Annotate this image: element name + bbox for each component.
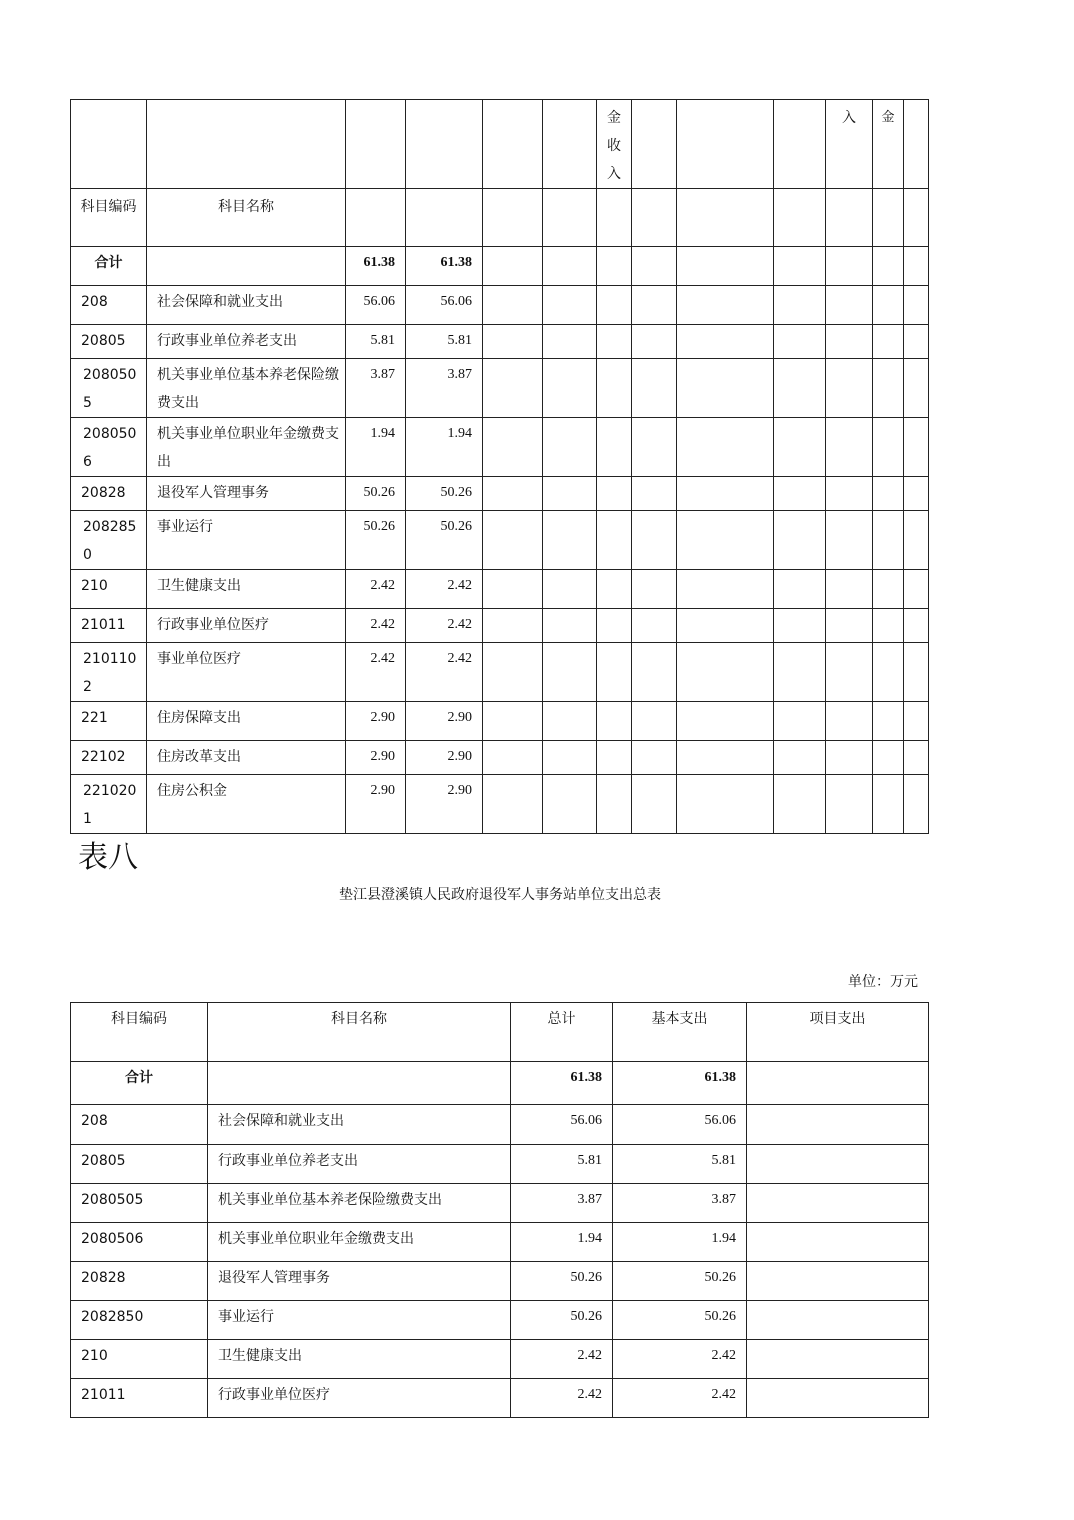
row-code: 2082850	[71, 1301, 208, 1340]
table-row	[71, 775, 929, 834]
empty-cell	[483, 609, 543, 643]
header-row	[71, 189, 929, 247]
empty-cell	[483, 247, 543, 286]
empty-cell	[826, 477, 873, 511]
row-value-total: 3.87	[511, 1184, 613, 1223]
empty-cell	[543, 775, 597, 834]
empty-cell	[826, 286, 873, 325]
empty-cell	[677, 477, 774, 511]
empty-cell	[904, 418, 929, 477]
empty-cell	[826, 511, 873, 570]
empty-cell	[774, 741, 826, 775]
empty-cell	[483, 511, 543, 570]
table-row	[71, 1340, 929, 1379]
empty-cell	[873, 702, 904, 741]
empty-cell	[483, 570, 543, 609]
row-value-total: 3.87	[346, 359, 406, 418]
row-value-project	[747, 1062, 929, 1105]
row-value-project	[747, 1262, 929, 1301]
row-name	[208, 1062, 511, 1105]
empty-cell	[904, 477, 929, 511]
empty-cell	[632, 702, 677, 741]
row-value-basic: 2.42	[613, 1379, 747, 1418]
empty-cell	[774, 418, 826, 477]
empty-cell	[873, 247, 904, 286]
empty-cell	[873, 286, 904, 325]
empty-cell	[543, 286, 597, 325]
empty-cell	[904, 247, 929, 286]
empty-cell	[826, 775, 873, 834]
empty-cell	[873, 511, 904, 570]
header-project: 项目支出	[747, 1003, 929, 1062]
empty-cell	[904, 511, 929, 570]
empty-cell	[543, 418, 597, 477]
row-code: 2080505	[71, 359, 147, 418]
row-code: 20828	[71, 1262, 208, 1301]
unit-label: 单位：万元	[848, 974, 918, 990]
report-subtitle: 垫江县澄溪镇人民政府退役军人事务站单位支出总表	[339, 887, 661, 903]
header-code: 科目编码	[71, 1003, 208, 1062]
table-row	[71, 511, 929, 570]
row-value-total: 2.42	[346, 570, 406, 609]
empty-cell	[873, 741, 904, 775]
header-fragment-row	[71, 100, 929, 189]
empty-cell	[873, 325, 904, 359]
row-code: 20805	[71, 325, 147, 359]
table-row	[71, 418, 929, 477]
row-code: 2210201	[71, 775, 147, 834]
empty-cell	[483, 325, 543, 359]
row-value-basic: 61.38	[613, 1062, 747, 1105]
row-name: 机关事业单位职业年金缴费支出	[147, 418, 346, 477]
table-row	[71, 570, 929, 609]
row-value-fiscal: 56.06	[406, 286, 483, 325]
row-value-total: 2.42	[346, 609, 406, 643]
empty-cell	[597, 643, 632, 702]
row-name: 事业单位医疗	[147, 643, 346, 702]
row-name	[147, 247, 346, 286]
empty-cell	[677, 775, 774, 834]
row-name: 行政事业单位养老支出	[147, 325, 346, 359]
empty-cell	[543, 643, 597, 702]
empty-cell	[774, 359, 826, 418]
row-name: 机关事业单位基本养老保险缴费支出	[208, 1184, 511, 1223]
empty-cell	[826, 741, 873, 775]
row-code: 20828	[71, 477, 147, 511]
row-code: 210	[71, 570, 147, 609]
empty-cell	[543, 325, 597, 359]
empty-cell	[597, 511, 632, 570]
table-row	[71, 1379, 929, 1418]
empty-cell	[543, 702, 597, 741]
empty-cell	[632, 477, 677, 511]
empty-cell	[597, 609, 632, 643]
empty-cell	[597, 247, 632, 286]
empty-cell	[632, 247, 677, 286]
empty-cell	[483, 477, 543, 511]
row-value-basic: 5.81	[613, 1145, 747, 1184]
empty-cell	[826, 570, 873, 609]
empty-cell	[677, 643, 774, 702]
row-value-project	[747, 1340, 929, 1379]
empty-cell	[543, 359, 597, 418]
empty-cell	[904, 286, 929, 325]
row-code: 2080506	[71, 1223, 208, 1262]
row-value-project	[747, 1184, 929, 1223]
empty-cell	[597, 418, 632, 477]
empty-cell	[597, 477, 632, 511]
row-code: 合计	[71, 1062, 208, 1105]
row-name: 行政事业单位医疗	[208, 1379, 511, 1418]
row-name: 卫生健康支出	[147, 570, 346, 609]
row-name: 住房改革支出	[147, 741, 346, 775]
row-value-fiscal: 50.26	[406, 477, 483, 511]
empty-cell	[543, 570, 597, 609]
row-value-basic: 50.26	[613, 1301, 747, 1340]
empty-cell	[873, 418, 904, 477]
empty-cell	[483, 286, 543, 325]
row-value-project	[747, 1105, 929, 1145]
empty-cell	[483, 775, 543, 834]
row-value-total: 2.90	[346, 741, 406, 775]
row-value-project	[747, 1379, 929, 1418]
row-value-total: 50.26	[511, 1301, 613, 1340]
empty-cell	[632, 609, 677, 643]
row-name: 行政事业单位医疗	[147, 609, 346, 643]
empty-cell	[873, 775, 904, 834]
row-code: 21011	[71, 1379, 208, 1418]
row-code: 210	[71, 1340, 208, 1379]
empty-cell	[826, 643, 873, 702]
empty-cell	[677, 741, 774, 775]
empty-cell	[483, 741, 543, 775]
row-value-total: 2.90	[346, 702, 406, 741]
empty-cell	[597, 741, 632, 775]
empty-cell	[632, 359, 677, 418]
empty-cell	[873, 643, 904, 702]
table-row	[71, 609, 929, 643]
table-row	[71, 1062, 929, 1105]
row-code: 2080505	[71, 1184, 208, 1223]
empty-cell	[826, 609, 873, 643]
row-code: 合计	[71, 247, 147, 286]
row-name: 退役军人管理事务	[147, 477, 346, 511]
row-name: 住房公积金	[147, 775, 346, 834]
empty-cell	[632, 570, 677, 609]
empty-cell	[632, 741, 677, 775]
empty-cell	[597, 570, 632, 609]
row-value-basic: 1.94	[613, 1223, 747, 1262]
empty-cell	[483, 643, 543, 702]
row-code: 21011	[71, 609, 147, 643]
row-code: 208	[71, 286, 147, 325]
table-label: 表八	[78, 840, 138, 875]
row-value-fiscal: 2.90	[406, 702, 483, 741]
header-basic: 基本支出	[613, 1003, 747, 1062]
empty-cell	[543, 477, 597, 511]
header-name: 科目名称	[147, 189, 346, 247]
empty-cell	[677, 702, 774, 741]
empty-cell	[904, 325, 929, 359]
row-value-total: 56.06	[511, 1105, 613, 1145]
row-value-total: 50.26	[346, 511, 406, 570]
empty-cell	[597, 775, 632, 834]
empty-cell	[904, 643, 929, 702]
table-row	[71, 1223, 929, 1262]
empty-cell	[826, 325, 873, 359]
row-value-total: 2.90	[346, 775, 406, 834]
empty-cell	[632, 286, 677, 325]
empty-cell	[774, 775, 826, 834]
empty-cell	[632, 418, 677, 477]
table-row	[71, 741, 929, 775]
empty-cell	[597, 286, 632, 325]
row-value-total: 1.94	[346, 418, 406, 477]
empty-cell	[543, 247, 597, 286]
table-row	[71, 325, 929, 359]
empty-cell	[774, 570, 826, 609]
row-value-project	[747, 1301, 929, 1340]
empty-cell	[543, 609, 597, 643]
empty-cell	[597, 702, 632, 741]
empty-cell	[904, 775, 929, 834]
empty-cell	[677, 286, 774, 325]
row-value-total: 5.81	[346, 325, 406, 359]
row-value-total: 5.81	[511, 1145, 613, 1184]
row-name: 机关事业单位职业年金缴费支出	[208, 1223, 511, 1262]
header-fragment-col11: 入	[826, 100, 873, 189]
header-code: 科目编码	[71, 189, 147, 247]
empty-cell	[826, 418, 873, 477]
row-value-fiscal: 2.42	[406, 609, 483, 643]
row-code: 208	[71, 1105, 208, 1145]
empty-cell	[677, 247, 774, 286]
row-name: 事业运行	[147, 511, 346, 570]
row-value-basic: 2.42	[613, 1340, 747, 1379]
empty-cell	[483, 418, 543, 477]
row-code: 2080506	[71, 418, 147, 477]
row-value-fiscal: 61.38	[406, 247, 483, 286]
header-fragment-col7: 金 收 入	[597, 100, 632, 189]
empty-cell	[677, 511, 774, 570]
income-table	[70, 99, 929, 834]
table-row	[71, 359, 929, 418]
empty-cell	[826, 247, 873, 286]
row-value-fiscal: 5.81	[406, 325, 483, 359]
row-name: 行政事业单位养老支出	[208, 1145, 511, 1184]
table-row	[71, 477, 929, 511]
row-name: 机关事业单位基本养老保险缴费支出	[147, 359, 346, 418]
empty-cell	[774, 286, 826, 325]
empty-cell	[677, 418, 774, 477]
empty-cell	[873, 570, 904, 609]
row-value-fiscal: 2.90	[406, 775, 483, 834]
header-name: 科目名称	[208, 1003, 511, 1062]
table-row	[71, 1184, 929, 1223]
expenditure-summary-table	[70, 1002, 929, 1418]
table-row	[71, 1105, 929, 1145]
empty-cell	[774, 702, 826, 741]
row-value-total: 2.42	[346, 643, 406, 702]
row-code: 20805	[71, 1145, 208, 1184]
empty-cell	[873, 477, 904, 511]
table-row	[71, 1262, 929, 1301]
empty-cell	[774, 477, 826, 511]
row-value-fiscal: 1.94	[406, 418, 483, 477]
empty-cell	[483, 359, 543, 418]
empty-cell	[632, 775, 677, 834]
row-name: 事业运行	[208, 1301, 511, 1340]
row-value-fiscal: 50.26	[406, 511, 483, 570]
empty-cell	[904, 609, 929, 643]
header-fragment-col12: 金	[873, 100, 904, 189]
header-total: 总计	[511, 1003, 613, 1062]
row-value-fiscal: 3.87	[406, 359, 483, 418]
table-row	[71, 1301, 929, 1340]
empty-cell	[483, 702, 543, 741]
table-row	[71, 247, 929, 286]
empty-cell	[873, 609, 904, 643]
empty-cell	[543, 511, 597, 570]
table-row	[71, 1145, 929, 1184]
table-row	[71, 286, 929, 325]
row-value-basic: 50.26	[613, 1262, 747, 1301]
row-name: 住房保障支出	[147, 702, 346, 741]
row-code: 22102	[71, 741, 147, 775]
row-value-total: 2.42	[511, 1340, 613, 1379]
empty-cell	[904, 570, 929, 609]
empty-cell	[873, 359, 904, 418]
empty-cell	[543, 741, 597, 775]
row-value-total: 61.38	[346, 247, 406, 286]
row-name: 社会保障和就业支出	[208, 1105, 511, 1145]
empty-cell	[597, 359, 632, 418]
row-name: 退役军人管理事务	[208, 1262, 511, 1301]
row-value-basic: 3.87	[613, 1184, 747, 1223]
row-value-total: 56.06	[346, 286, 406, 325]
row-value-fiscal: 2.42	[406, 643, 483, 702]
row-code: 2101102	[71, 643, 147, 702]
row-value-project	[747, 1223, 929, 1262]
empty-cell	[774, 247, 826, 286]
row-value-total: 2.42	[511, 1379, 613, 1418]
empty-cell	[904, 702, 929, 741]
empty-cell	[774, 643, 826, 702]
row-value-fiscal: 2.90	[406, 741, 483, 775]
row-value-basic: 56.06	[613, 1105, 747, 1145]
row-value-fiscal: 2.42	[406, 570, 483, 609]
empty-cell	[597, 325, 632, 359]
row-value-total: 1.94	[511, 1223, 613, 1262]
row-value-total: 50.26	[511, 1262, 613, 1301]
empty-cell	[677, 609, 774, 643]
table-row	[71, 702, 929, 741]
empty-cell	[677, 359, 774, 418]
row-name: 卫生健康支出	[208, 1340, 511, 1379]
empty-cell	[774, 511, 826, 570]
empty-cell	[632, 511, 677, 570]
empty-cell	[904, 741, 929, 775]
row-value-project	[747, 1145, 929, 1184]
row-name: 社会保障和就业支出	[147, 286, 346, 325]
empty-cell	[826, 702, 873, 741]
empty-cell	[632, 643, 677, 702]
row-value-total: 61.38	[511, 1062, 613, 1105]
row-code: 221	[71, 702, 147, 741]
empty-cell	[632, 325, 677, 359]
empty-cell	[677, 570, 774, 609]
empty-cell	[774, 609, 826, 643]
row-value-total: 50.26	[346, 477, 406, 511]
row-code: 2082850	[71, 511, 147, 570]
empty-cell	[677, 325, 774, 359]
empty-cell	[904, 359, 929, 418]
header-row	[71, 1003, 929, 1062]
table-row	[71, 643, 929, 702]
empty-cell	[826, 359, 873, 418]
empty-cell	[774, 325, 826, 359]
